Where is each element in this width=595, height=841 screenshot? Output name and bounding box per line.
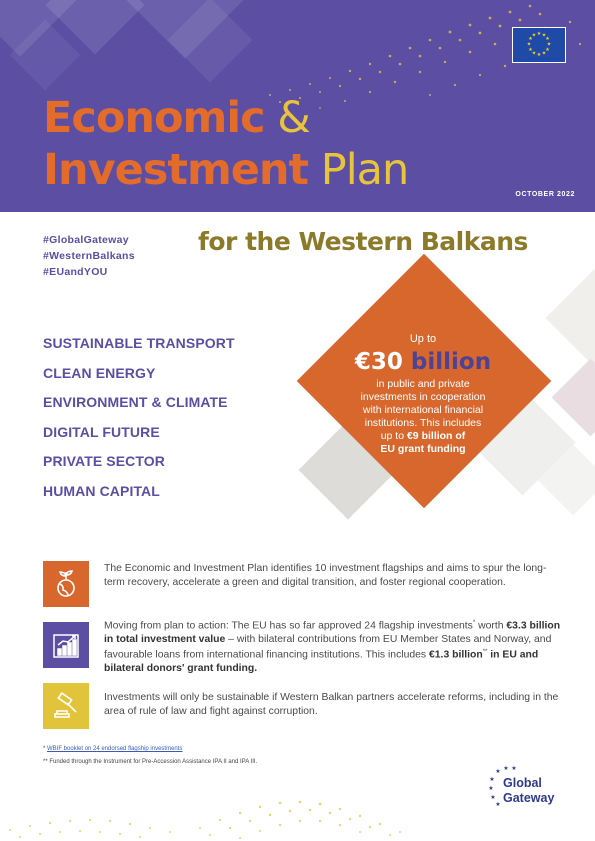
eu-flag-icon (512, 27, 566, 63)
highlight-line: institutions. This includes (364, 417, 482, 429)
svg-text:★: ★ (489, 776, 495, 783)
highlight-line (345, 430, 501, 443)
footnote-1 (43, 746, 182, 752)
wbif-booklet-link[interactable]: WBIF booklet on 24 endorsed flagship investments (47, 746, 183, 752)
highlight-upto: Up to (409, 333, 437, 345)
plant-globe-icon (43, 561, 89, 607)
footnote-2: ** Funded through the Instrument for Pre-Accession Assistance IPA II and IPA III. (43, 759, 258, 765)
title-ampersand: & (264, 93, 310, 143)
para-bold: €1.3 billion (429, 649, 483, 661)
hashtag-item: #WesternBalkans (43, 250, 135, 262)
hashtag-list (43, 232, 135, 280)
sector-item: PRIVATE SECTOR (43, 453, 165, 469)
growth-chart-icon (43, 622, 89, 668)
highlight-text (345, 333, 501, 456)
highlight-amount-unit: billion (410, 349, 492, 375)
svg-text:★: ★ (546, 41, 552, 48)
logo-line: Gateway (503, 791, 555, 805)
para-text: worth (475, 620, 507, 632)
logo-line: Global (503, 776, 542, 790)
title-word-investment: Investment (43, 145, 309, 195)
decorative-diamond (546, 269, 595, 368)
svg-text:★: ★ (526, 41, 532, 48)
sector-item: CLEAN ENERGY (43, 364, 156, 381)
svg-text:★: ★ (488, 785, 494, 792)
svg-text:★: ★ (536, 52, 542, 58)
dotted-wave-decoration (0, 790, 480, 841)
svg-text:★: ★ (541, 32, 547, 39)
para-bold: €3.3 billion in total investment value (104, 620, 561, 645)
page-subtitle: for the Western Balkans (198, 227, 528, 256)
footnote-marker: ** (482, 649, 488, 656)
svg-text:★: ★ (545, 36, 550, 42)
svg-text:★: ★ (541, 50, 547, 57)
highlight-line (345, 443, 501, 456)
hashtag-item: #GlobalGateway (43, 234, 129, 246)
svg-text:★: ★ (528, 36, 533, 42)
highlight-amount (345, 346, 501, 378)
sector-item: SUSTAINABLE TRANSPORT (43, 335, 235, 351)
paragraph-plan-to-action (104, 617, 566, 676)
highlight-amount-value: €30 (354, 349, 403, 375)
title-word-economic: Economic (43, 93, 265, 143)
sector-list (43, 329, 235, 506)
svg-text:★: ★ (531, 32, 537, 39)
highlight-line-bold: EU grant funding (380, 443, 466, 455)
svg-text:★: ★ (495, 801, 501, 808)
svg-text:★: ★ (545, 47, 550, 53)
svg-text:★: ★ (511, 765, 517, 772)
para-text: – with bilateral contributions from EU Member States and Norway, and favourable loans from international financing institutions. This includes (104, 633, 552, 661)
svg-text:★: ★ (531, 50, 537, 57)
paragraph-reforms: Investments will only be sustainable if Western Balkan partners accelerate reforms, including in the area of rule of law and fight against corruption. (104, 692, 559, 717)
page-title (43, 92, 408, 196)
highlight-line-bold: €9 billion of (406, 430, 466, 442)
sector-item: DIGITAL FUTURE (43, 423, 160, 440)
svg-text:★: ★ (528, 47, 533, 53)
highlight-line: investments in cooperation (360, 391, 486, 403)
title-word-plan: Plan (308, 145, 409, 195)
para-text: Moving from plan to action: The EU has so far approved 24 flagship investments (104, 620, 473, 632)
paragraph-flagships: The Economic and Investment Plan identifies 10 investment flagships and aims to spur the long-term recovery, accelerate a green and digital transition, and foster regional cooperation. (104, 563, 547, 588)
hashtag-item: #EUandYOU (43, 266, 108, 278)
svg-text:★: ★ (536, 31, 542, 37)
svg-text:★: ★ (495, 768, 501, 775)
gavel-icon (43, 683, 89, 729)
footnote-marker: * (472, 620, 476, 626)
svg-text:★: ★ (503, 765, 509, 772)
para-bold: in EU and bilateral donors' grant funding. (104, 649, 539, 675)
footnote-marker: * (43, 746, 46, 752)
sector-item: ENVIRONMENT & CLIMATE (43, 394, 228, 410)
sector-item: HUMAN CAPITAL (43, 482, 160, 499)
highlight-line: with international financial (362, 404, 484, 416)
highlight-line-text: up to (380, 430, 407, 442)
header-banner (0, 0, 595, 212)
svg-text:★: ★ (490, 794, 496, 801)
global-gateway-logo-text (503, 776, 554, 806)
publication-date: OCTOBER 2022 (515, 191, 575, 198)
highlight-line: in public and private (376, 378, 470, 390)
